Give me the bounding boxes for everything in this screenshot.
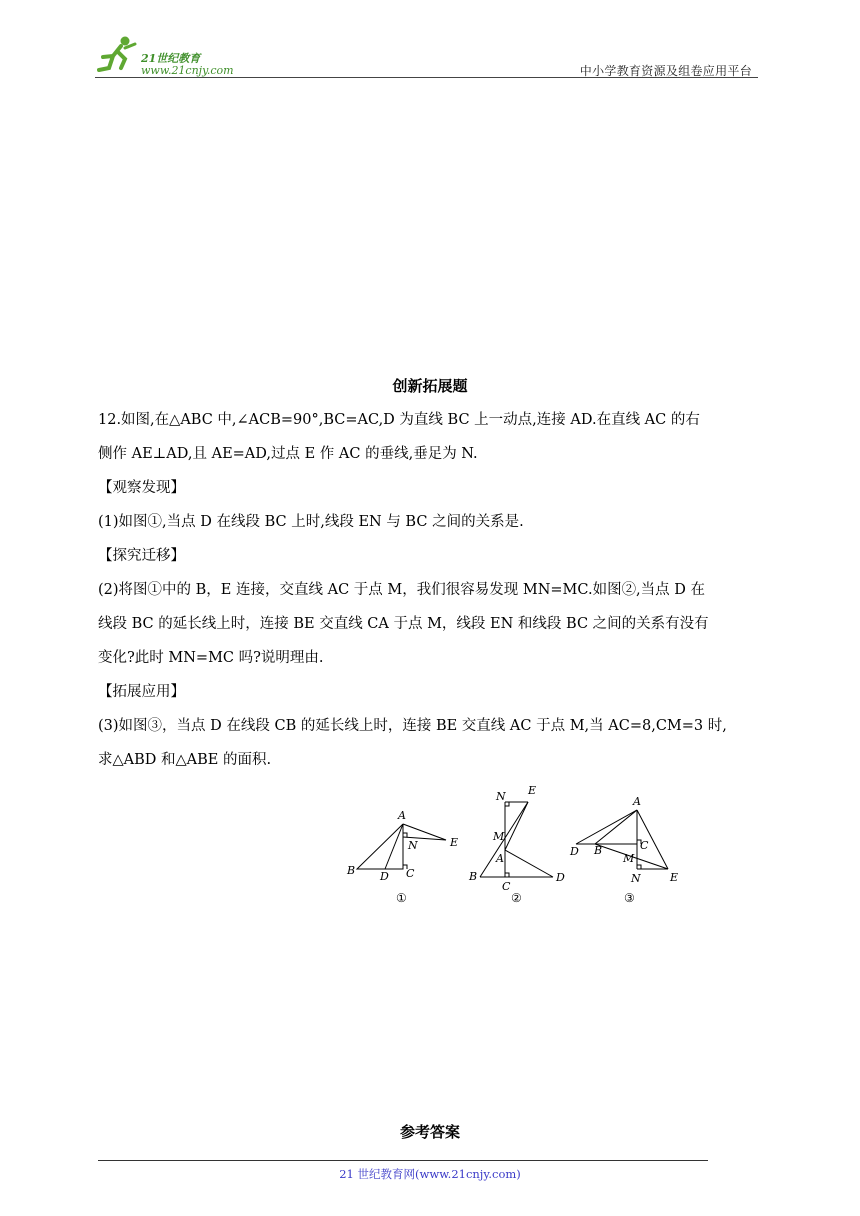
- page-header: [95, 32, 758, 82]
- fig1-label-d: D: [380, 870, 389, 883]
- fig1-label-n: N: [408, 839, 418, 852]
- fig3-label-a: A: [633, 795, 641, 808]
- fig1-caption: ①: [396, 891, 407, 905]
- heading-observe: 【观察发现】: [98, 480, 185, 496]
- problem-line-1: 12.如图,在△ABC 中,∠ACB=90°,BC=AC,D 为直线 BC 上一动点,连接 AD.在直线 AC 的右: [98, 412, 700, 428]
- footer-divider: [98, 1160, 708, 1161]
- part-2-line-3: 变化?此时 MN=MC 吗?说明理由.: [98, 650, 324, 666]
- footer-link[interactable]: 21 世纪教育网(www.21cnjy.com): [339, 1167, 521, 1181]
- fig2-label-c: C: [502, 880, 511, 893]
- heading-explore: 【探究迁移】: [98, 548, 185, 564]
- part-1: (1)如图①,当点 D 在线段 BC 上时,线段 EN 与 BC 之间的关系是.: [98, 514, 524, 530]
- logo-text: 21世纪教育: [141, 52, 201, 65]
- site-logo: [95, 32, 260, 78]
- header-divider: [95, 77, 758, 78]
- fig2-caption: ②: [511, 891, 522, 905]
- fig3-caption: ③: [624, 891, 635, 905]
- part-3-line-2: 求△ABD 和△ABE 的面积.: [98, 752, 272, 768]
- fig3-label-d: D: [570, 845, 579, 858]
- problem-line-2: 侧作 AE⊥AD,且 AE=AD,过点 E 作 AC 的垂线,垂足为 N.: [98, 446, 478, 462]
- fig2-label-a: A: [496, 852, 504, 865]
- fig3-label-n: N: [631, 872, 641, 885]
- part-3-line-1: (3)如图③，当点 D 在线段 CB 的延长线上时，连接 BE 交直线 AC 于点 M,当 AC=8,CM=3 时,: [98, 718, 727, 734]
- figure-2: [468, 784, 565, 905]
- fig2-label-m: M: [493, 830, 505, 843]
- runner-icon: [99, 37, 135, 71]
- fig3-label-c: C: [640, 839, 649, 852]
- heading-apply: 【拓展应用】: [98, 684, 185, 700]
- answer-title: 参考答案: [399, 1123, 460, 1141]
- figure-1: [346, 809, 458, 905]
- fig3-label-e: E: [670, 871, 679, 884]
- fig2-label-b: B: [469, 870, 478, 883]
- fig3-label-m: M: [623, 852, 635, 865]
- fig1-label-b: B: [347, 864, 356, 877]
- platform-name: 中小学教育资源及组卷应用平台: [579, 64, 752, 78]
- fig1-label-c: C: [406, 867, 415, 880]
- part-2-line-2: 线段 BC 的延长线上时，连接 BE 交直线 CA 于点 M，线段 EN 和线段 BC 之间的关系有没有: [98, 616, 709, 632]
- fig1-label-e: E: [450, 836, 459, 849]
- figure-3: [569, 795, 678, 905]
- part-2-line-1: (2)将图①中的 B，E 连接，交直线 AC 于点 M，我们很容易发现 MN=MC.如图②,当点 D 在: [98, 582, 706, 598]
- logo-url: www.21cnjy.com: [141, 64, 234, 77]
- fig1-label-a: A: [398, 809, 406, 822]
- section-title: 创新拓展题: [392, 377, 468, 395]
- fig2-label-d: D: [556, 871, 565, 884]
- fig2-label-e: E: [528, 784, 537, 797]
- fig2-label-n: N: [496, 790, 506, 803]
- fig3-label-b: B: [594, 844, 603, 857]
- geometry-figures: [340, 782, 690, 907]
